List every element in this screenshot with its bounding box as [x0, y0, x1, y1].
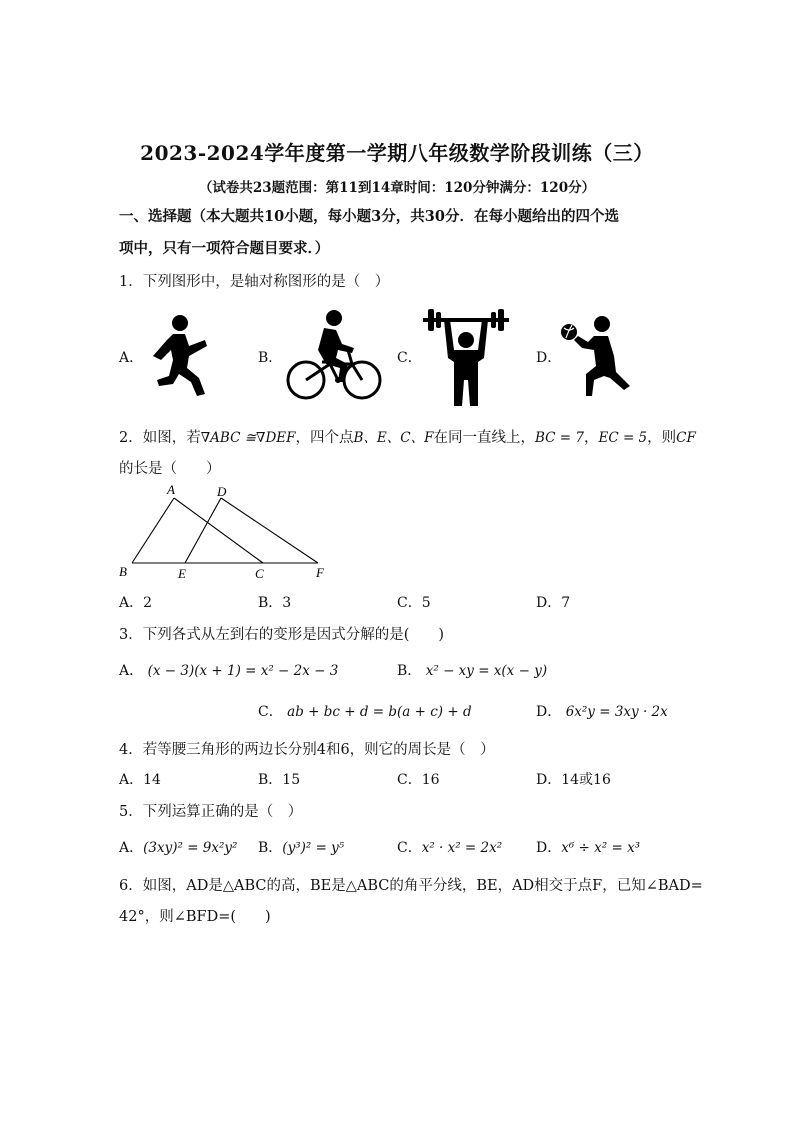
- question-2-stem-line1: [119, 426, 696, 447]
- segment-df: [221, 498, 318, 563]
- q2-points: B、E、C、F: [353, 430, 434, 446]
- q4-option-a: A．14: [119, 772, 161, 788]
- q2-option-d: D．7: [536, 595, 571, 611]
- q5-option-a: A．(3xy)² = 9x²y²: [119, 840, 238, 856]
- q1-option-c-label: C．: [397, 350, 422, 366]
- q3-option-a: A． (x − 3)(x + 1) = x² − 2x − 3: [119, 663, 339, 679]
- segment-ed: [185, 498, 221, 563]
- q2-stem-pre: 2．如图，若: [119, 430, 201, 446]
- label-c: C: [255, 566, 264, 581]
- q2-bc: BC = 7: [534, 430, 584, 446]
- q2-congruence: ∇ABC ≅∇DEF: [200, 430, 296, 446]
- section-heading-line1: 一、选择题（本大题共10小题，每小题3分，共30分．在每小题给出的四个选: [119, 208, 619, 225]
- question-5-stem: 5．下列运算正确的是（ ）: [119, 804, 303, 820]
- q2-comma: ，: [583, 430, 599, 446]
- question-2-stem-line2: 的长是（ ）: [119, 461, 221, 477]
- q2-stem-post: ，则: [647, 430, 677, 446]
- q4-option-c: C．16: [397, 772, 440, 788]
- q5-option-c: C．x² · x² = 2x²: [397, 840, 503, 856]
- q5-option-b: B．(y³)² = y⁵: [258, 840, 345, 856]
- page-title: 2023-2024学年度第一学期八年级数学阶段训练（三）: [140, 141, 654, 165]
- label-a: A: [167, 482, 175, 497]
- q2-option-c: C．5: [397, 595, 431, 611]
- q2-ec: EC = 5: [598, 430, 648, 446]
- volleyball-player-icon: [558, 314, 636, 398]
- q2-cf: CF: [676, 430, 696, 446]
- question-3-stem: 3．下列各式从左到右的变形是因式分解的是( ): [119, 627, 445, 643]
- q1-option-a-label: A．: [119, 350, 144, 366]
- triangle-figure: [115, 482, 340, 584]
- q4-option-d: D．14或16: [536, 772, 611, 788]
- question-1-stem: 1．下列图形中，是轴对称图形的是（ ）: [119, 274, 390, 290]
- q2-option-b: B．3: [258, 595, 292, 611]
- label-b: B: [119, 564, 127, 579]
- q4-option-b: B．15: [258, 772, 301, 788]
- question-4-stem: 4．若等腰三角形的两边长分别4和6，则它的周长是（ ）: [119, 742, 495, 758]
- exam-info: （试卷共23题范围：第11到14章时间：120分钟满分：120分）: [198, 180, 596, 196]
- q5-option-d: D．x⁶ ÷ x² = x³: [536, 840, 641, 856]
- label-d: D: [217, 484, 227, 499]
- q1-option-b-label: B．: [258, 350, 283, 366]
- label-f: F: [316, 565, 324, 580]
- running-person-icon: [145, 312, 213, 398]
- q3-option-d: D． 6x²y = 3xy · 2x: [536, 704, 668, 720]
- question-6-stem-line2: 42°，则∠BFD=( ): [119, 909, 271, 925]
- q2-stem-mid2: 在同一直线上，: [433, 430, 535, 446]
- section-heading-line2: 项中，只有一项符合题目要求．）: [119, 240, 330, 257]
- q3-option-b: B． x² − xy = x(x − y): [397, 663, 548, 679]
- q3-option-c: C． ab + bc + d = b(a + c) + d: [258, 704, 472, 720]
- cyclist-icon: [286, 310, 382, 402]
- q2-stem-mid: ，四个点: [295, 430, 354, 446]
- segment-ac: [174, 498, 263, 563]
- question-6-stem-line1: 6．如图，AD是△ABC的高，BE是△ABC的角平分线，BE，AD相交于点F，已知∠BAD=: [119, 878, 703, 894]
- label-e: E: [178, 566, 186, 581]
- q1-option-d-label: D．: [536, 350, 562, 366]
- segment-ab: [132, 498, 174, 563]
- weightlifter-icon: [420, 304, 512, 408]
- q2-option-a: A．2: [119, 595, 153, 611]
